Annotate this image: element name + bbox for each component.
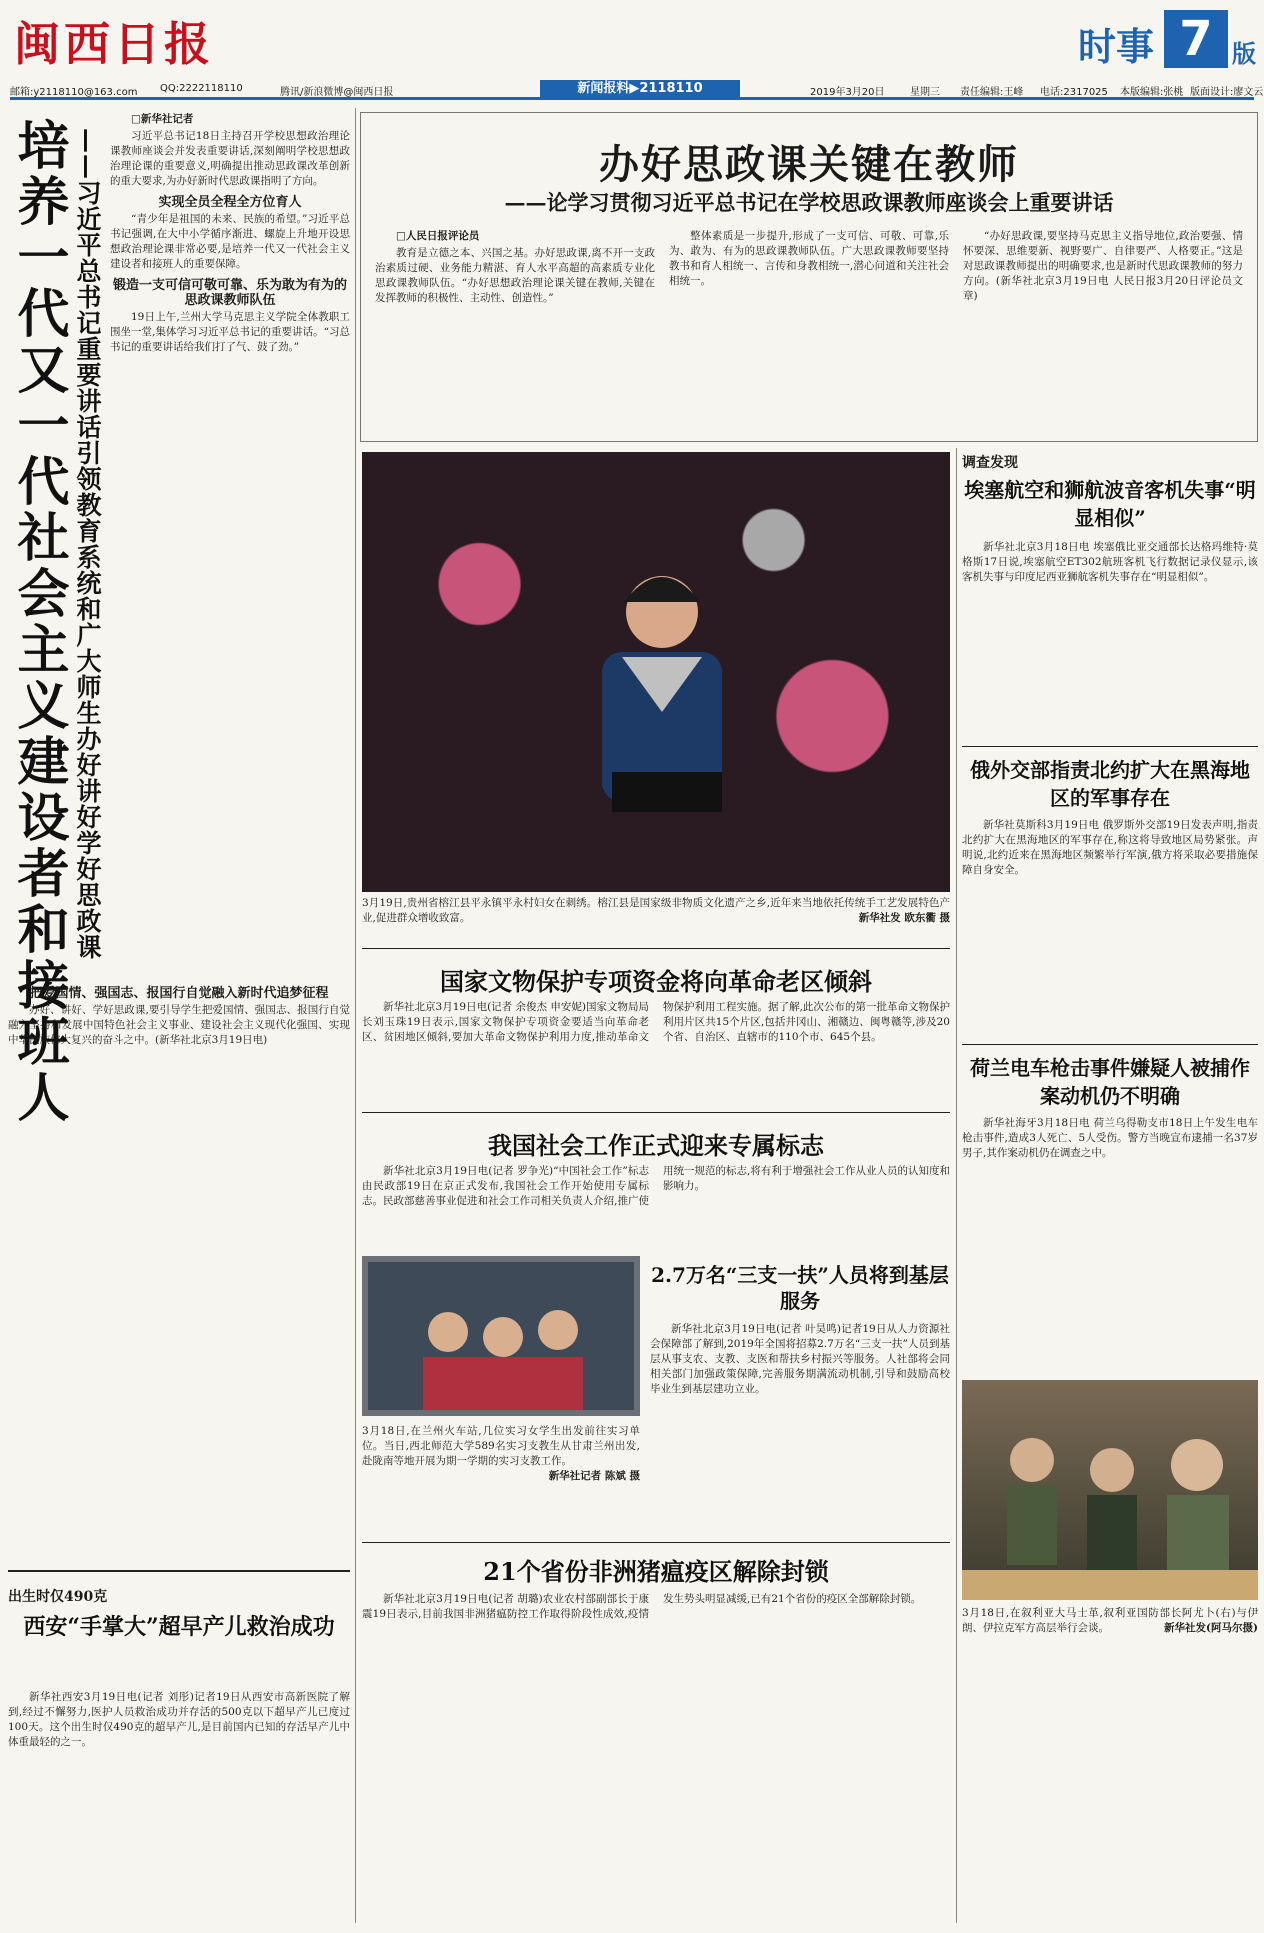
xian-headline: 西安“手掌大”超早产儿救治成功 (23, 1614, 335, 1640)
layout-editor: 本版编辑:张桃 (1120, 87, 1184, 98)
editorial-paragraph-2: 整体素质是一步提升,形成了一支可信、可敬、可靠,乐为、敢为、有为的思政课教师队伍。广大思政课教师要坚持教书和育人相统一、言传和身教相统一,潜心问道和关注社会相统一。 (669, 230, 949, 287)
cultural-body (362, 1000, 950, 1100)
dutch-body (962, 1116, 1258, 1356)
divider (362, 948, 950, 949)
masthead (0, 0, 1264, 98)
social-work-headline: 我国社会工作正式迎来专属标志 (488, 1131, 824, 1160)
issue-date: 2019年3月20日 (810, 87, 885, 98)
lead-headline: 培养一代又一代社会主义建设者和接班人 (8, 118, 69, 1126)
designer: 版面设计:廖文云 (1190, 87, 1264, 98)
woman-embroidering-illustration (362, 452, 950, 892)
lead-body (110, 112, 350, 972)
photo2-credit: 新华社记者 陈斌 摄 (548, 1470, 640, 1482)
embroidery-photo (362, 452, 950, 892)
weibo: 腾讯/新浪微博@闽西日报 (280, 87, 394, 98)
xian-kicker: 出生时仅490克 (8, 1589, 108, 1605)
info-bar (10, 80, 1264, 100)
editorial-paragraph-3: “办好思政课,要坚持马克思主义指导地位,政治要强、情怀要深、思维要新、视野要广、自律要严、人格要正。”这是对思政课教师提出的明确要求,也是新时代思政课教师的努力方向。(新华社北京3月19日电 人民日报3月20日评论员文章) (963, 230, 1243, 302)
social-work-paragraph: 新华社北京3月19日电(记者 罗争光)“中国社会工作”标志由民政部19日在京正式发布,我国社会工作开始使用专属标志。民政部慈善事业促进和社会工作司相关负责人介绍,推广使用统一规范的标志,将有利于增强社会工作从业人员的认知度和影响力。 (362, 1165, 950, 1207)
train-window-photo (362, 1256, 640, 1416)
cultural-headline: 国家文物保护专项资金将向革命老区倾斜 (440, 967, 872, 996)
dutch-paragraph: 新华社海牙3月18日电 荷兰乌得勒支市18日上午发生电车枪击事件,造成3人死亡、5人受伤。警方当晚宣布逮捕一名37岁男子,其作案动机仍在调查之中。 (962, 1117, 1258, 1159)
photo3-caption-text: 3月18日,在叙利亚大马士革,叙利亚国防部长阿尤卜(右)与伊朗、伊拉克军方高层举行会谈。 (962, 1607, 1258, 1634)
photo2-caption (362, 1424, 640, 1534)
section-title: 时事 (1077, 25, 1154, 69)
students-in-train-illustration (368, 1262, 634, 1410)
lead-paragraph-3: 办好、讲好、学好思政课,要引导学生把爱国情、强国志、报国行自觉融入坚持和发展中国特色社会主义事业、建设社会主义现代化强国、实现中华民族伟大复兴的奋斗之中。(新华社北京3月19日电) (8, 1004, 350, 1046)
phone: 电话:2317025 (1040, 87, 1108, 98)
column-rule (355, 108, 356, 1923)
ethiopia-headline: 埃塞航空和狮航波音客机失事“明显相似” (964, 478, 1256, 530)
page-number: 7 (1164, 10, 1228, 68)
swine-fever-body (362, 1592, 950, 1682)
social-work-body (362, 1164, 950, 1244)
swine-fever-headline: 21个省份非洲猪瘟疫区解除封锁 (483, 1557, 829, 1586)
divider (8, 1570, 350, 1572)
photo3-credit: 新华社发(阿马尔摄) (1164, 1622, 1258, 1634)
editorial-paragraph-1: 教育是立德之本、兴国之基。办好思政课,离不开一支政治素质过硬、业务能力精湛、育人水平高超的高素质专业化思政课教师队伍。“办好思想政治理论课关键在教师,关键在发挥教师的积极性、主动性、创造性。” (375, 247, 655, 304)
lead-paragraph-2: 19日上午,兰州大学马克思主义学院全体教职工围坐一堂,集体学习习近平总书记的重要讲话。“习总书记的重要讲话给我们打了气、鼓了劲。” (110, 311, 350, 353)
editorial-column-1 (375, 229, 655, 434)
photo1-caption-text: 3月19日,贵州省榕江县平永镇平永村妇女在刺绣。榕江县是国家级非物质文化遗产之乡,近年来当地依托传统手工艺发展特色产业,促进群众增收致富。 (362, 897, 950, 924)
dutch-headline: 荷兰电车枪击事件嫌疑人被捕作案动机仍不明确 (970, 1056, 1250, 1108)
divider (362, 1112, 950, 1113)
editorial-subheadline: ——论学习贯彻习近平总书记在学校思政课教师座谈会上重要讲话 (504, 190, 1114, 215)
photo1-caption (362, 896, 950, 946)
ethiopia-body (962, 540, 1258, 740)
editorial-column-3 (963, 229, 1243, 434)
russia-body (962, 818, 1258, 1038)
photo3-caption (962, 1606, 1258, 1696)
divider (362, 1542, 950, 1543)
editorial-column-2 (669, 229, 949, 434)
sanzhi-body (650, 1322, 950, 1534)
sanzhi-headline: 2.7万名“三支一扶”人员将到基层服务 (651, 1263, 949, 1313)
editorial-box (360, 112, 1258, 442)
xian-body (8, 1690, 350, 1920)
photo2-caption-text: 3月18日,在兰州火车站,几位实习女学生出发前往实习单位。当日,西北师范大学589名实习支教生从甘肃兰州出发,赴陇南等地开展为期一学期的实习支教工作。 (362, 1425, 640, 1467)
weekday: 星期三 (910, 87, 940, 98)
lead-subhead-2: 锻造一支可信可敬可靠、乐为敢为有为的思政课教师队伍 (112, 278, 347, 308)
divider (962, 1044, 1258, 1045)
lead-subhead-1: 实现全员全程全方位育人 (158, 195, 302, 210)
xian-paragraph: 新华社西安3月19日电(记者 刘彤)记者19日从西安市高新医院了解到,经过不懈努力,医护人员救治成功并存活的500克以下超早产儿已度过100天。这个出生时仅490克的超早产儿,是目前国内已知的存活早产儿中体重最轻的之一。 (8, 1691, 350, 1748)
lead-byline: □新华社记者 (131, 113, 194, 125)
lead-subheadline: ——习近平总书记重要讲话引领教育系统和广大师生办好讲好学好思政课 (73, 128, 102, 960)
officials-meeting-illustration (962, 1380, 1258, 1600)
email: 邮箱:y2118110@163.com (10, 87, 138, 98)
photo1-credit: 新华社发 欧东衢 摄 (858, 912, 950, 924)
russia-paragraph: 新华社莫斯科3月19日电 俄罗斯外交部19日发表声明,指责北约扩大在黑海地区的军事存在,称这将导致地区局势紧张。声明说,北约近来在黑海地区频繁举行军演,俄方将采取必要措施保障自身安全。 (962, 819, 1258, 876)
hotline-badge: 新闻报料▶2118110 (540, 80, 740, 98)
editorial-byline: □人民日报评论员 (396, 230, 480, 242)
editorial-headline: 办好思政课关键在教师 (599, 141, 1019, 188)
lead-intro: 习近平总书记18日主持召开学校思想政治理论课教师座谈会并发表重要讲话,深刻阐明学校思想政治理论课的重要意义,明确提出推动思政课改革创新的重大要求,为办好新时代思政课指明了方向。 (110, 130, 350, 187)
editor: 责任编辑:王峰 (960, 87, 1024, 98)
ethiopia-paragraph: 新华社北京3月18日电 埃塞俄比亚交通部长达格玛维特·莫格斯17日说,埃塞航空ET302航班客机飞行数据记录仪显示,该客机失事与印度尼西亚狮航客机失事存在“明显相似”。 (962, 541, 1258, 583)
swine-fever-paragraph: 新华社北京3月19日电(记者 胡璐)农业农村部副部长于康震19日表示,目前我国非洲猪瘟防控工作取得阶段性成效,疫情发生势头明显减缓,已有21个省份的疫区全部解除封锁。 (362, 1593, 922, 1620)
lead-body-continued (8, 980, 350, 1450)
syria-meeting-photo (962, 1380, 1258, 1600)
russia-headline: 俄外交部指责北约扩大在黑海地区的军事存在 (970, 758, 1250, 810)
section-tag: 调查发现 (962, 455, 1018, 471)
newspaper-logo: 闽西日报 (14, 17, 214, 71)
page-suffix: 版 (1232, 40, 1256, 68)
divider (962, 746, 1258, 747)
lead-subhead-3: 把爱国情、强国志、报国行自觉融入新时代追梦征程 (29, 986, 329, 1001)
column-rule (956, 448, 957, 1923)
cultural-paragraph: 新华社北京3月19日电(记者 余俊杰 申安妮)国家文物局局长刘玉珠19日表示,国家文物保护专项资金要适当向革命老区、贫困地区倾斜,要加大革命文物保护利用力度,推动革命文物保护利用工程实施。据了解,此次公布的第一批革命文物保护利用片区共15个片区,包括井冈山、湘赣边、闽粤赣等,涉及20个省、自治区、直辖市的110个市、645个县。 (362, 1001, 950, 1043)
sanzhi-paragraph: 新华社北京3月19日电(记者 叶昊鸣)记者19日从人力资源社会保障部了解到,2019年全国将招募2.7万名“三支一扶”人员到基层从事支农、支教、支医和帮扶乡村振兴等服务。人社部将会同相关部门加强政策保障,完善服务期满流动机制,引导和鼓励高校毕业生到基层建功立业。 (650, 1323, 950, 1395)
lead-paragraph-1: “青少年是祖国的未来、民族的希望。”习近平总书记强调,在大中小学循序渐进、螺旋上升地开设思想政治理论课非常必要,是培养一代又一代社会主义建设者和接班人的重要保障。 (110, 213, 350, 270)
qq: QQ:2222118110 (160, 83, 243, 94)
